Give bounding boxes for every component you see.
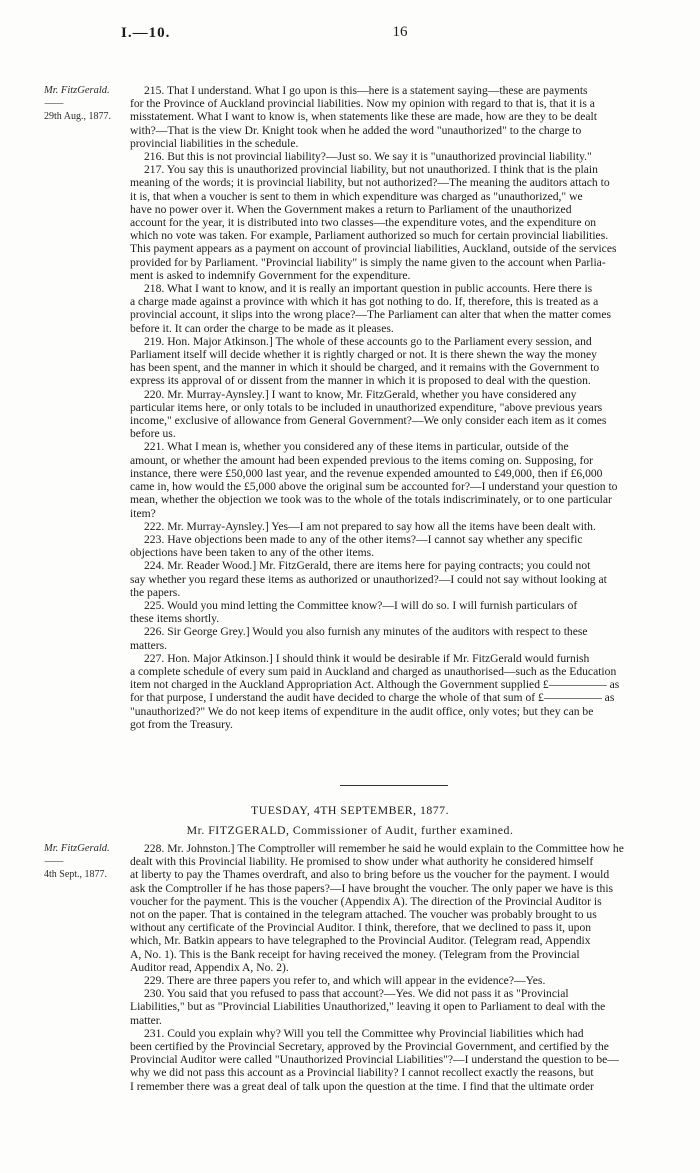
text-line: particular items here, or only totals to be included in unauthorized expenditure, "above previous years xyxy=(130,400,603,414)
text-line: item not charged in the Auckland Appropriation Act. Although the Government supplied £————— as xyxy=(130,678,620,692)
text-line: a complete schedule of every sum paid in Auckland and charged as unauthorised—such as the Education xyxy=(130,664,617,678)
text-line: 228. Mr. Johnston.] The Comptroller will remember he said he would explain to the Committee how he xyxy=(144,842,624,855)
text-line: matter. xyxy=(130,1013,162,1027)
text-line: ask the Comptroller if he has those papers?—I have brought the voucher. The only paper we have is this xyxy=(130,881,614,895)
text-line: Parliament itself will decide whether it is rightly charged or not. It is there shewn the way the money xyxy=(130,348,597,362)
text-line: got from the Treasury. xyxy=(130,717,233,731)
text-line: before it. It can order the charge to be made as it pleases. xyxy=(130,321,394,335)
text-line: express its approval of or dissent from the manner in which it is proposed to deal with the question. xyxy=(130,374,591,388)
text-line: the papers. xyxy=(130,585,181,599)
text-line: income," exclusive of allowance from General Government?—We only consider each item as it comes xyxy=(130,414,607,428)
margin-date: 4th Sept., 1877. xyxy=(44,869,108,880)
text-line: meaning of the words; it is provincial liability, but not authorized?—The meaning the auditors attach to xyxy=(130,176,610,190)
evidence-block-2 xyxy=(130,842,700,1093)
text-line: amount, or whether the amount had been expended previous to the items coming on. Supposing, for xyxy=(130,453,594,467)
text-line: 231. Could you explain why? Will you tell the Committee why Provincial liabilities which had xyxy=(144,1026,584,1040)
margin-date: 29th Aug., 1877. xyxy=(44,111,111,122)
text-line: 217. You say this is unauthorized provincial liability, but not unauthorized. I think that is the plain xyxy=(144,163,598,177)
document-reference: I.—10. xyxy=(121,25,171,41)
margin-dash: —— xyxy=(44,98,64,109)
section-divider xyxy=(340,785,448,786)
text-line: 223. Have objections been made to any of the other items?—I cannot say whether any specific xyxy=(144,532,583,546)
text-line: instance, there were £50,000 last year, and the revenue expended amounted to £49,000, then if £6,000 xyxy=(130,466,603,480)
margin-dash: —— xyxy=(44,856,64,867)
text-line: it is, that when a voucher is sent to them in which expenditure was charged as "unauthorized," we xyxy=(130,189,583,203)
text-line: mean, whether the objection we took was to the whole of the totals indiscriminately, or to one particular xyxy=(130,493,612,507)
text-line: misstatement. What I want to know is, when statements like these are made, how are they to be dealt xyxy=(130,110,597,124)
text-line: 226. Sir George Grey.] Would you also furnish any minutes of the auditors with respect to these xyxy=(144,625,588,639)
text-line: for the Province of Auckland provincial liabilities. Now my opinion with regard to that is, that it is a xyxy=(130,97,595,111)
text-line: voucher for the payment. This is the voucher (Appendix A). The direction of the Provincial Auditor is xyxy=(130,894,602,908)
text-line: provincial account, it slips into the wrong place?—The Parliament can alter that when the matter comes xyxy=(130,308,611,322)
text-line: 218. What I want to know, and it is really an important question in public accounts. Here there is xyxy=(144,282,593,296)
text-line: say whether you regard these items as authorized or unauthorized?—I could not say without looking at xyxy=(130,572,607,586)
section-subtitle: Mr. FITZGERALD, Commissioner of Audit, further examined. xyxy=(186,823,514,837)
margin-witness: Mr. FitzGerald. xyxy=(44,85,110,96)
text-line: provincial liabilities in the schedule. xyxy=(130,136,299,150)
text-line: these items shortly. xyxy=(130,612,220,626)
text-line: A, No. 1). This is the Bank receipt for having received the money. (Telegram from the Provincial xyxy=(130,947,580,961)
text-line: came in, how would the £5,000 above the original sum be accounted for?—I understand your question to xyxy=(130,480,618,494)
text-line: I remember there was a great deal of talk upon the question at the time. I find that the ultimate order xyxy=(130,1079,594,1093)
text-line: 220. Mr. Murray-Aynsley.] I want to know, Mr. FitzGerald, whether you have considered any xyxy=(144,387,577,401)
text-line: without any certificate of the Provincial Auditor. I think, therefore, that we declined to pass it, upon xyxy=(130,921,592,935)
text-line: objections have been taken to any of the other items. xyxy=(130,546,375,560)
text-line: 229. There are three papers you refer to, and which will appear in the evidence?—Yes. xyxy=(144,974,546,988)
margin-note xyxy=(44,842,136,881)
text-line: before us. xyxy=(130,427,176,441)
text-line: ment is asked to indemnify Government for the expenditure. xyxy=(130,268,411,282)
text-line: 215. That I understand. What I go upon is this—here is a statement saying—these are payments xyxy=(144,84,588,97)
text-line: 222. Mr. Murray-Aynsley.] Yes—I am not prepared to say how all the items have been dealt with. xyxy=(144,519,596,533)
text-line: a charge made against a province with which it has got nothing to do. If, therefore, this is treated as a xyxy=(130,295,599,309)
text-line: 221. What I mean is, whether you considered any of these items in particular, outside of the xyxy=(144,440,569,454)
text-line: This payment appears as a payment on account of provincial liabilities, Auckland, outside of the services xyxy=(130,242,617,256)
text-line: dealt with this Provincial liability. He promised to show under what authority he considered himself xyxy=(130,855,594,869)
text-line: has been spent, and the manner in which it should be charged, and it remains with the Government to xyxy=(130,361,600,375)
text-line: 227. Hon. Major Atkinson.] I should think it would be desirable if Mr. FitzGerald would furnish xyxy=(144,651,590,665)
text-line: why we did not pass this account as a Provincial liability? I cannot recollect exactly the reasons, but xyxy=(130,1066,594,1080)
text-line: 225. Would you mind letting the Committee know?—I will do so. I will furnish particulars of xyxy=(144,598,578,612)
margin-note xyxy=(44,84,136,123)
text-line: 230. You said that you refused to pass that account?—Yes. We did not pass it as "Provincial xyxy=(144,987,569,1001)
text-line: at liberty to pay the Thames overdraft, and also to bring before us the voucher for the payment. I would xyxy=(130,868,610,882)
text-line: which no vote was taken. For example, Parliament authorized so much for certain provincial liabilities. xyxy=(130,229,609,243)
section-date: TUESDAY, 4TH SEPTEMBER, 1877. xyxy=(250,803,450,817)
text-line: Liabilities," but as "Provincial Liabilities Unauthorized," leaving it open to Parliament to deal with the xyxy=(130,1000,606,1014)
text-line: not on the paper. That is contained in the telegram attached. The voucher was probably brought to us xyxy=(130,908,597,922)
text-line: with?—That is the view Dr. Knight took when he added the word "unauthorized" to the charge to xyxy=(130,123,582,137)
text-line: matters. xyxy=(130,638,168,652)
text-line: 216. But this is not provincial liability?—Just so. We say it is "unauthorized provincial liability." xyxy=(144,150,592,164)
text-line: 224. Mr. Reader Wood.] Mr. FitzGerald, there are items here for paying contracts; you could not xyxy=(144,559,591,573)
text-line: have no power over it. When the Government makes a return to Parliament of the unauthorized xyxy=(130,202,572,216)
text-line: Auditor read, Appendix A, No. 2). xyxy=(130,960,289,974)
text-line: 219. Hon. Major Atkinson.] The whole of these accounts go to the Parliament every session, and xyxy=(144,334,592,348)
text-line: provided for by Parliament. "Provincial liability" is simply the name given to the account when Parlia- xyxy=(130,255,606,269)
text-line: Provincial Auditor were called "Unauthorized Provincial Liabilities"?—I understand the question to be— xyxy=(130,1053,619,1067)
text-line: item? xyxy=(130,506,156,520)
text-line: been certified by the Provincial Secretary, approved by the Provincial Government, and certified by the xyxy=(130,1040,609,1054)
evidence-block-1 xyxy=(130,84,700,731)
text-line: account for the year, it is distributed into two classes—the expenditure votes, and the expenditure on xyxy=(130,216,597,230)
text-line: which, Mr. Batkin appears to have telegraphed to the Provincial Auditor. (Telegram read, Appendix xyxy=(130,934,591,948)
text-line: "unauthorized?" We do not keep items of expenditure in the audit office, only votes; but they can be xyxy=(130,704,594,718)
margin-witness: Mr. FitzGerald. xyxy=(44,843,110,854)
text-line: for that purpose, I understand the audit have decided to charge the whole of that sum of £————— as xyxy=(130,691,615,705)
page-number: 16 xyxy=(392,24,408,40)
